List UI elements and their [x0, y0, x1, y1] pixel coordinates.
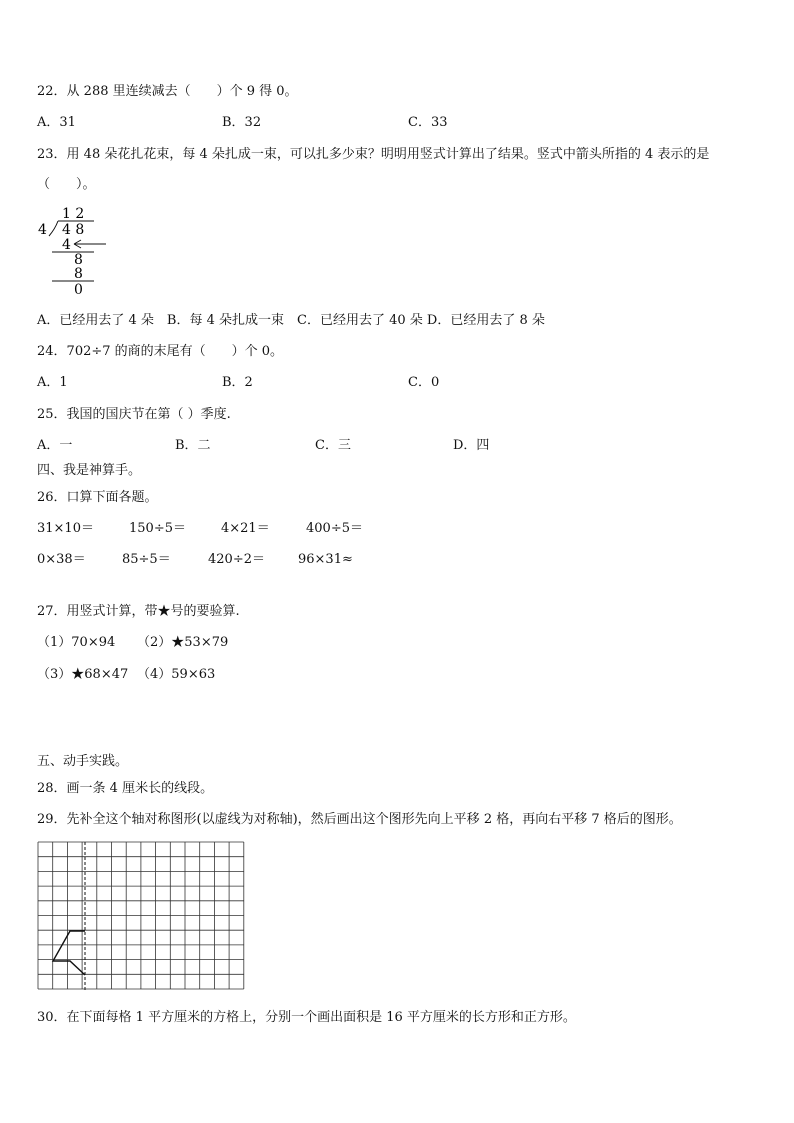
q26-stem: 26．口算下面各题。 [37, 490, 158, 505]
q23-options: A．已经用去了 4 朵 B．每 4 朵扎成一束 C．已经用去了 40 朵 D．已经用去了 8 朵 [37, 313, 545, 328]
symmetry-grid [38, 842, 244, 992]
grid-lines [38, 842, 244, 989]
division-step3: 8 [74, 266, 83, 282]
q26-calc-7: 420÷2＝ [208, 552, 265, 567]
q26-calc-4: 400÷5＝ [306, 521, 363, 536]
half-figure [53, 931, 85, 975]
q24-option-b: B．2 [222, 375, 253, 390]
q26-calc-6: 85÷5＝ [122, 552, 171, 567]
q22-stem: 22．从 288 里连续减去（ ）个 9 得 0。 [37, 84, 298, 99]
q24-option-c: C．0 [408, 375, 440, 390]
q25-option-c: C．三 [315, 438, 351, 453]
q27-item-4: （4）59×63 [137, 667, 216, 682]
division-divisor: 4 [38, 222, 47, 238]
q23-stem: 23．用 48 朵花扎花束，每 4 朵扎成一束，可以扎多少束？明明用竖式计算出了结果。竖式中箭头所指的 4 表示的是 [37, 147, 710, 162]
section-5-heading: 五、动手实践。 [37, 754, 129, 769]
q26-calc-8: 96×31≈ [298, 552, 353, 567]
q30-stem: 30．在下面每格 1 平方厘米的方格上，分别一个画出面积是 16 平方厘米的长方形和正方形。 [37, 1010, 576, 1025]
q28-stem: 28．画一条 4 厘米长的线段。 [37, 781, 214, 796]
q25-option-b: B．二 [175, 438, 211, 453]
q27-item-3: （3）★68×47 [37, 667, 129, 682]
q27-item-1: （1）70×94 [37, 635, 116, 650]
division-dividend: 4 8 [62, 222, 85, 238]
q29-stem: 29．先补全这个轴对称图形(以虚线为对称轴)，然后画出这个图形先向上平移 2 格，再向右平移 7 格后的图形。 [37, 812, 682, 827]
q26-calc-2: 150÷5＝ [129, 521, 186, 536]
q27-item-2: （2）★53×79 [137, 635, 229, 650]
division-remainder: 0 [74, 282, 83, 298]
long-division-diagram [36, 204, 116, 296]
q22-option-b: B．32 [222, 115, 262, 130]
q24-stem: 24．702÷7 的商的末尾有（ ）个 0。 [37, 344, 284, 359]
q22-option-c: C．33 [408, 115, 448, 130]
q27-stem: 27．用竖式计算，带★号的要验算. [37, 604, 240, 619]
division-step1: 4 [62, 237, 71, 253]
q25-option-d: D．四 [453, 438, 490, 453]
q25-option-a: A．一 [37, 438, 73, 453]
division-quotient: 1 2 [62, 206, 85, 222]
q26-calc-3: 4×21＝ [221, 521, 270, 536]
q25-stem: 25．我国的国庆节在第（ ）季度. [37, 407, 231, 422]
q22-option-a: A．31 [37, 115, 76, 130]
q26-calc-1: 31×10＝ [37, 521, 94, 536]
section-4-heading: 四、我是神算手。 [37, 463, 142, 478]
q26-calc-5: 0×38＝ [37, 552, 86, 567]
division-step2: 8 [74, 252, 83, 268]
q24-option-a: A．1 [37, 375, 68, 390]
q23-stem-continued: （ ）。 [37, 177, 96, 192]
